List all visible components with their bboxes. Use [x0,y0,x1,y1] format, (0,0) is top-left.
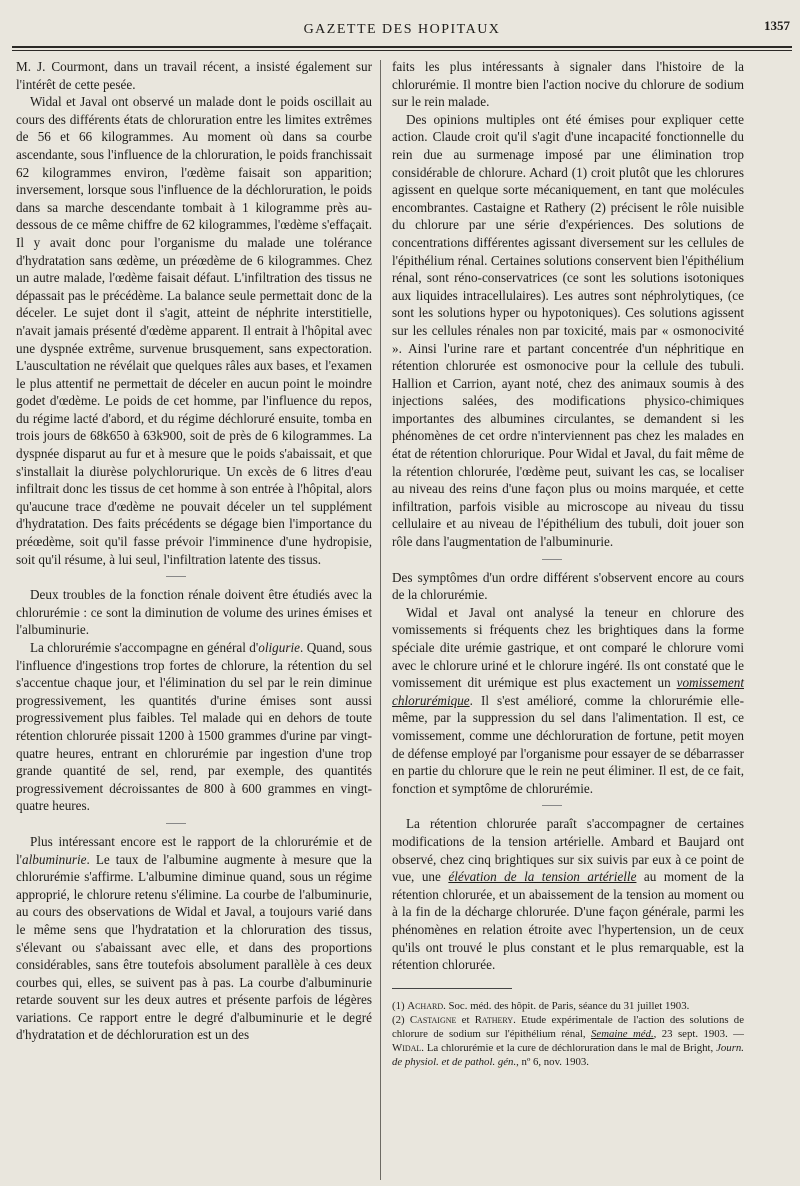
paragraph: La chlorurémie s'accompagne en général d'oligurie. Quand, sous l'influence d'ingestions trop fortes de chlorure, la rétention du sel s'accentue chaque jour, et l'élimination du sel par le rein diminue progressivement, les quantités d'urine émises sont aussi progressivement plus faibles. Tel malade qui en dehors de toute rétention chlorurée pissait 1200 à 1500 grammes d'urine par vingt-quatre heures, entrant en chlorurémie par ingestion d'une trop grande quantité de sel, rend, par exemple, des quantités progressivement décroissantes de 800 à 600 grammes en vingt-quatre heures. [16,640,372,814]
right-column [392,58,744,1069]
paragraph: M. J. Courmont, dans un travail récent, a insisté également sur l'intérêt de cette pesée. [16,59,372,92]
page-number: 1357 [764,18,790,33]
paragraph: Deux troubles de la fonction rénale doivent être étudiés avec la chlorurémie : ce sont la diminution de volume des urines émises et l'albuminurie. [16,587,372,638]
paragraph: La rétention chlorurée paraît s'accompagner de certaines modifications de la tension artérielle. Ambard et Baujard ont observé, chez cinq brightiques sur six suivis par eux à ce point de vue, une élévation de la tension artérielle au moment de la rétention chlorurée, et un abaissement de la tension au moment ou à la fin de la décharge chlorurée. D'une façon générale, parmi les phénomènes en relation étroite avec l'hypertension, un de ceux qu'ils ont trouvé le plus constant et le plus remarquable, est la rétention chlorurée. [392,816,744,973]
paragraph: Widal et Javal ont analysé la teneur en chlorure des vomissements si fréquents chez les brightiques dans la forme spéciale dite urémie gastrique, et ont comparé le chlorure vomi avec le chlorure uriné et le chlorure ingéré. Ils ont constaté que le vomissement dit urémique est plus exactement un vomissement chlorurémique. Il s'est amélioré, comme la chlorurémie elle-même, par la suppression du sel dans l'alimentation. Il est, ce vomissement, comme une déchloruration de fortune, petit moyen de défense employé par l'organisme pour essayer de se débarrasser en partie du chlorure que le rein ne peut éliminer. Il est, de ce fait, fonction et symptôme de chlorurémie. [392,604,744,796]
journal-title: GAZETTE DES HOPITAUX [303,22,501,37]
header-rule-thin [12,50,792,51]
paragraph: Des opinions multiples ont été émises pour expliquer cette action. Claude croit qu'il s'agit d'une incapacité fonctionnelle du rein due au surmenage imposé par une élimination trop considérable de chlorure. Achard (1) croit plutôt que les chlorures agissent en quelque sorte mécaniquement, en tant que molécules encombrantes. Castaigne et Rathery (2) précisent le rôle nuisible du chlorure par une série d'expériences. Des solutions de concentrations différentes agissant diversement sur les cellules de l'épithélium rénal. Certaines solutions conservent bien l'épithélium rénal, sont réno-conservatrices (ce sont les solutions isotoniques aux liquides intracellulaires). Les autres sont néphrolytiques, (ce sont les solutions hyper ou hypotoniques). Ces solutions agissent sur les cellules rénales non par toxicité, mais par « osmonocivité ». Ainsi l'urine rare et partant concentrée d'un néphritique en rétention chlorurée est osmonocive pour la cellule des tubuli. Hallion et Carrion, ayant noté, chez des animaux soumis à des injections salées, des modifications physico-chimiques importantes des albumines circulantes, se demandent si les phénomènes de cet ordre n'interviennent pas chez les malades en état de rétention chlorurique. Pour Widal et Javal, du fait même de la rétention chlorurée, l'œdème peut, suivant les cas, se localiser au niveau des reins d'une façon plus ou moins marquée, et cette infiltration, parfois visible au microscope au niveau du tissu cellulaire et au niveau de l'épithélium des tubuli, doit jouer son rôle dans l'augmentation de l'albuminurie. [392,111,744,550]
section-separator [16,568,372,586]
paragraph: Widal et Javal ont observé un malade dont le poids oscillait au cours des différents états de chloruration entre les limites extrêmes de 56 et 66 kilogrammes. Au moment où dans sa courbe ascendante, sous l'influence de la chloruration, le poids franchissait 62 kilogrammes environ, l'œdème faisait son apparition; inversement, lorsque sous l'influence de la déchloruration, le poids dans sa marche descendante tombait à 1 kilogramme près au-dessous de ce même chiffre de 62 kilogrammes, l'œdème s'effaçait. Il y avait donc pour l'organisme du malade une tolérance d'hydratation sans œdème, un préœdème de 6 kilogrammes. Chez un autre malade, l'œdème faisait défaut. L'infiltration des tissus ne dépassait pas le précédème. La balance seule permettait donc de la déceler. Le sujet dont il s'agit, atteint de néphrite interstitielle, n'avait jamais présenté d'œdème apparent. Il entrait à l'hôpital avec une dyspnée extrême, survenue brusquement, sans expectoration. L'auscultation ne révélait que quelques râles aux bases, et l'examen le plus attentif ne permettait de déceler en aucun point le moindre godet d'œdème. Le poids de cet homme, par l'influence du repos, du régime lacté d'abord, et du régime déchloruré ensuite, tomba en trois jours de 68k650 à 63k900, soit de près de 6 kilogrammes. La dyspnée disparut au fur et à mesure que le poids s'abaissait, et que s'installait la diurèse polychlorurique. Un excès de 6 litres d'eau infiltrait donc les tissus de cet homme à son entrée à l'hôpital, alors qu'aucune trace d'œdème ne pouvait déceler un tel supplément d'hydratation. Des faits précédents se dégage bien l'importance du préœdème, soit qu'il fasse prévoir l'imminence d'une hydropisie, soit qu'il résume, à lui seul, l'infiltration latente des tissus. [16,94,372,567]
footnote: (1) Achard. Soc. méd. des hôpit. de Paris, séance du 31 juillet 1903. [392,999,690,1012]
paragraph: Des symptômes d'un ordre différent s'observent encore au cours de la chlorurémie. [392,569,744,603]
footnote-rule [392,988,512,999]
section-separator [392,551,744,569]
page-header [12,14,792,48]
section-separator [392,797,744,815]
footnote: (2) Castaigne et Rathery. Etude expérimentale de l'action des solutions de chlorure de sodium sur l'épithélium rénal, Semaine méd., 23 sept. 1903. — Widal. La chlorurémie et la cure de déchloruration dans le mal de Bright, Journ. de physiol. et de pathol. gén., nº 6, nov. 1903. [392,1013,744,1068]
header-rule [12,46,792,48]
paragraph: faits les plus intéressants à signaler dans l'histoire de la chlorurémie. Il montre bien l'action nocive du chlorure de sodium sur le rein malade. [392,59,744,110]
section-separator [16,815,372,833]
paragraph: Plus intéressant encore est le rapport de la chlorurémie et de l'albuminurie. Le taux de l'albumine augmente à mesure que la chlorurémie s'affirme. L'albumine diminue quand, sous un régime approprié, le chlorure retenu s'élimine. La courbe de l'albuminurie, au cours des observations de Widal et Javal, a toujours varié dans le même sens que l'hydratation et la chloruration des tissus, s'élevant ou s'abaissant avec elle, et dans des proportions considérables, sans être toutefois absolument parallèle à ces deux courbes qui, elles, se suivent pas à pas. La courbe d'albuminurie retarde souvent sur les deux autres et présente parfois de légères variations. Ce rapport entre le degré d'albuminurie et le degré d'hydratation et de déchloruration est un des [16,833,372,1043]
column-divider [380,60,381,1180]
left-column [16,58,372,1044]
